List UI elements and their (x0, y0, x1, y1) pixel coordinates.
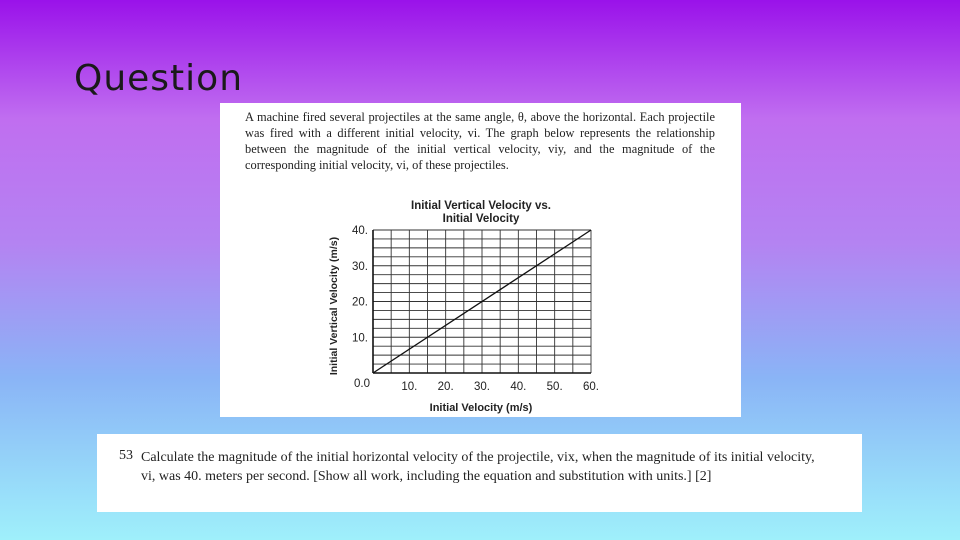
y-tick-label: 10. (352, 332, 368, 345)
x-tick-label: 50. (546, 381, 563, 393)
x-tick-label: 20. (437, 381, 454, 393)
chart-title-line-2: Initial Velocity (442, 213, 520, 225)
x-tick-label: 40. (510, 381, 527, 393)
question-image-panel (220, 103, 741, 417)
x-tick-label: 60. (583, 381, 599, 393)
velocity-chart (220, 103, 741, 417)
question-intro-text: A machine fired several projectiles at the same angle, θ, above the horizontal. Each projectile was fired with a different initial velocity, vi. The graph below represents the relationship between the magnitude of the initial vertical velocity, viy, and the magnitude of the corresponding initial velocity, vi, of these projectiles. (245, 110, 715, 172)
x-tick-label: 10. (401, 381, 418, 393)
y-tick-label: 30. (352, 260, 368, 273)
y-tick-label: 20. (352, 296, 368, 309)
y-tick-label: 40. (352, 225, 368, 237)
chart-tick-labels (352, 225, 599, 393)
question-53-text: Calculate the magnitude of the initial horizontal velocity of the projectile, vix, when the magnitude of its initial velocity, vi, was 40. meters per second. [Show all work, including the equation and substitution with units.] [2] (141, 450, 815, 484)
question-number: 53 (119, 448, 133, 463)
slide-title: Question (74, 58, 244, 99)
chart-x-axis-label: Initial Velocity (m/s) (429, 402, 533, 414)
question-53-panel (97, 434, 862, 512)
chart-title-line-1: Initial Vertical Velocity vs. (411, 200, 551, 212)
x-tick-label: 30. (474, 381, 490, 393)
chart-y-axis-label: Initial Vertical Velocity (m/s) (328, 236, 340, 376)
origin-tick-label: 0.0 (354, 378, 370, 390)
